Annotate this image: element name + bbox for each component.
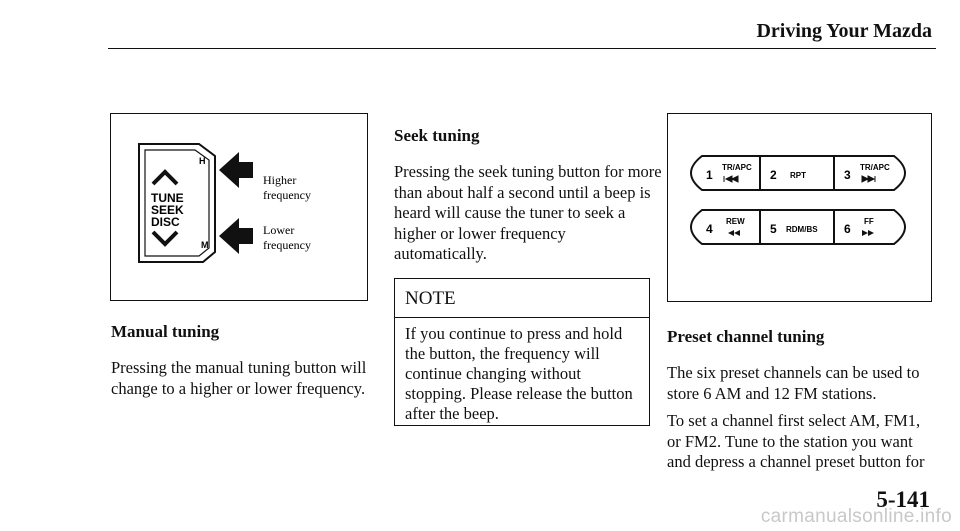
svg-text:5: 5: [770, 222, 777, 236]
preset-button-6: [844, 217, 874, 236]
m-mark: M: [201, 240, 209, 250]
manual-tuning-figure: [110, 113, 368, 301]
svg-text:FF: FF: [864, 217, 874, 226]
note-title: NOTE: [405, 288, 456, 309]
higher-arrow-icon: [219, 152, 253, 188]
svg-text:TR/APC: TR/APC: [860, 163, 890, 172]
preset-buttons-illustration: [668, 114, 931, 301]
preset-button-2: [770, 168, 806, 182]
next-track-icon: [862, 176, 875, 182]
preset-button-1: [706, 163, 752, 182]
h-mark: H: [199, 156, 206, 166]
svg-text:4: 4: [706, 222, 713, 236]
manual-tuning-heading: Manual tuning: [111, 322, 220, 341]
svg-text:6: 6: [844, 222, 851, 236]
svg-text:TR/APC: TR/APC: [722, 163, 752, 172]
preset-tuning-body-1: The six preset channels can be used to store 6 AM and 12 FM stations.: [667, 363, 920, 403]
tune-seek-disc-illustration: [111, 114, 367, 300]
up-chevron-icon: [153, 172, 177, 184]
seek-label: SEEK: [151, 203, 184, 217]
watermark: carmanualsonline.info: [760, 506, 952, 527]
page-header-title: Driving Your Mazda: [756, 20, 932, 42]
preset-tuning-heading: Preset channel tuning: [667, 327, 825, 346]
prev-track-icon: [724, 176, 738, 182]
note-header: [395, 279, 649, 318]
down-chevron-icon: [153, 232, 177, 244]
page-number: 5-141: [876, 487, 930, 512]
preset-button-4: [706, 217, 745, 236]
preset-button-5: [770, 222, 818, 236]
svg-text:2: 2: [770, 168, 777, 182]
higher-label-line1: Higher: [263, 173, 297, 187]
svg-text:RDM/BS: RDM/BS: [786, 225, 818, 234]
lower-label-line1: Lower: [263, 223, 295, 237]
note-box: [394, 278, 650, 426]
lower-label-line2: frequency: [263, 238, 311, 252]
preset-tuning-body-2: To set a channel first select AM, FM1, or FM2. Tune to the station you want and depress a channel preset button for: [667, 411, 925, 471]
tune-label: TUNE: [151, 191, 184, 205]
lower-arrow-icon: [219, 218, 253, 254]
preset-buttons-figure: [667, 113, 932, 302]
higher-label-line2: frequency: [263, 188, 311, 202]
seek-tuning-heading: Seek tuning: [394, 126, 480, 145]
preset-button-3: [844, 163, 890, 182]
seek-tuning-body: Pressing the seek tuning button for more than about half a second until a beep is heard will cause the tuner to seek a higher or lower frequency automatically.: [394, 162, 662, 263]
manual-tuning-body: Pressing the manual tuning button will change to a higher or lower frequency.: [111, 358, 367, 398]
svg-text:REW: REW: [726, 217, 745, 226]
svg-text:1: 1: [706, 168, 713, 182]
header-divider: [108, 48, 936, 49]
fast-forward-icon: [862, 230, 874, 236]
svg-text:3: 3: [844, 168, 851, 182]
rewind-icon: [728, 230, 740, 236]
disc-label: DISC: [151, 215, 180, 229]
svg-text:RPT: RPT: [790, 171, 806, 180]
note-body: If you continue to press and hold the button, the frequency will continue changing without stopping. Please release the button after the beep.: [405, 324, 633, 423]
